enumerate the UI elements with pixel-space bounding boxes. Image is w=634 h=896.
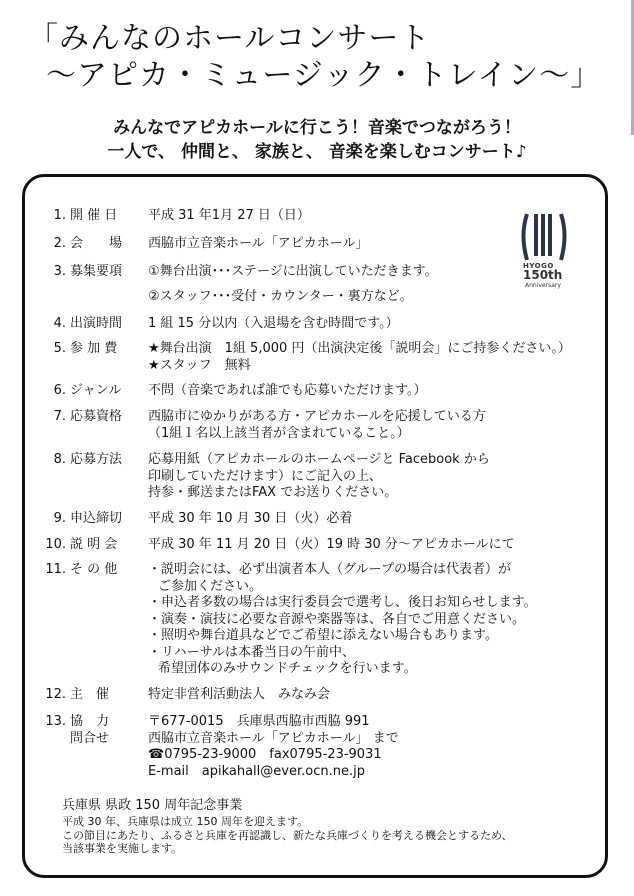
logo-hyogo-text: HYOGO xyxy=(523,262,554,270)
item-number: 7. xyxy=(53,409,66,424)
item-label: 説 明 会 xyxy=(70,537,118,552)
subtitle-line-2: 一人で、 仲間と、 家族と、 音楽を楽しむコンサート♪ xyxy=(107,142,527,162)
footer-title: 兵庫県 県政 150 周年記念事業 xyxy=(62,798,243,813)
item-content: 特定非営利活動法人 みなみ会 xyxy=(148,687,331,702)
item-content: 平成 31 年1月 27 日（日） xyxy=(148,208,310,223)
subtitle-line-1: みんなでアピカホールに行こう！音楽でつながろう！ xyxy=(113,118,521,138)
footer-body: 平成 30 年、兵庫県は成立 150 周年を迎えます。 この節目にあたり、ふるさと兵庫を再認識し、新たな兵庫づくりを考える機会とするため、 当該事業を実施します。 xyxy=(62,815,513,855)
item-content: 1 組 15 分以内（入退場を含む時間です。） xyxy=(148,316,399,331)
item-label: 申込締切 xyxy=(70,511,123,526)
item-label: そ の 他 xyxy=(70,562,118,577)
item-label: 応募資格 xyxy=(70,409,123,424)
page-title xyxy=(28,20,618,94)
item-label: 応募方法 xyxy=(70,452,123,467)
item-label: ジャンル xyxy=(70,383,122,398)
subtitle xyxy=(0,116,634,164)
item-number: 9. xyxy=(53,511,66,526)
item-number: 1. xyxy=(53,208,66,223)
item-number: 10. xyxy=(45,537,66,552)
title-line-1: 「みんなのホールコンサート xyxy=(28,21,431,56)
item-content: 西脇市にゆかりがある方・アピカホールを応援している方 （1組１名以上該当者が含まれていること。） xyxy=(148,409,486,441)
logo-anniversary-text: Anniversary xyxy=(525,282,561,289)
item-content: ①舞台出演･･･ステージに出演していただきます。 ②スタッフ･･･受付・カウンター・裏方など。 xyxy=(148,264,438,304)
item-content: 不問（音楽であれば誰でも応募いただけます。） xyxy=(148,383,427,398)
item-content: 平成 30 年 11 月 20 日（火）19 時 30 分～アピカホールにて xyxy=(148,537,515,552)
footer-note xyxy=(62,797,602,856)
item-number: 6. xyxy=(53,383,66,398)
item-label: 主 催 xyxy=(70,687,110,702)
item-content: 応募用紙（アピカホールのホームページと Facebook から 印刷していただけます）にご記入の上、 持参・郵送またはFAX でお送りください。 xyxy=(148,452,490,500)
item-number: 12. xyxy=(45,687,66,702)
item-label: 参 加 費 xyxy=(70,341,118,356)
item-label: 募集要項 xyxy=(70,264,123,279)
item-number: 8. xyxy=(53,452,66,467)
item-content: 西脇市立音楽ホール「アピカホール」 xyxy=(148,236,369,251)
item-number: 13. xyxy=(45,714,66,729)
item-content: ・説明会には、必ず出演者本人（グループの場合は代表者）が ご参加ください。 ・申込者多数の場合は実行委員会で選考し、後日お知らせします。 ・演奏・演技に必要な音源や楽器等は、各自でご用意ください。 ・照明や舞台道具などでご希望に添えない場合もあります。 ・リハーサルは本番当日の午前中、 希望団体のみサウンドチェックを行います。 xyxy=(148,562,537,676)
item-number: 2. xyxy=(53,236,66,251)
item-number: 4. xyxy=(53,316,66,331)
item-content: 平成 30 年 10 月 30 日（火）必着 xyxy=(148,511,353,526)
item-content: 〒677-0015 兵庫県西脇市西脇 991 西脇市立音楽ホール「アピカホール」 まで ☎0795-23-9000 fax0795-23-9031 E-mail apikahall@ever.ocn.ne.jp xyxy=(148,714,399,779)
item-number: 5. xyxy=(53,341,66,356)
item-label: 協 力 問合せ xyxy=(70,714,110,746)
title-line-2: ～アピカ・ミュージック・トレイン～」 xyxy=(46,58,602,93)
item-number: 11. xyxy=(45,562,66,577)
item-content: ★舞台出演 1組 5,000 円（出演決定後「説明会」にご持参ください。） ★スタッフ 無料 xyxy=(148,341,571,373)
logo-year-text: 150th xyxy=(523,268,563,282)
item-label: 開 催 日 xyxy=(70,208,118,223)
item-label: 出演時間 xyxy=(70,316,123,331)
item-number: 3. xyxy=(53,264,66,279)
item-label: 会 場 xyxy=(70,236,123,251)
